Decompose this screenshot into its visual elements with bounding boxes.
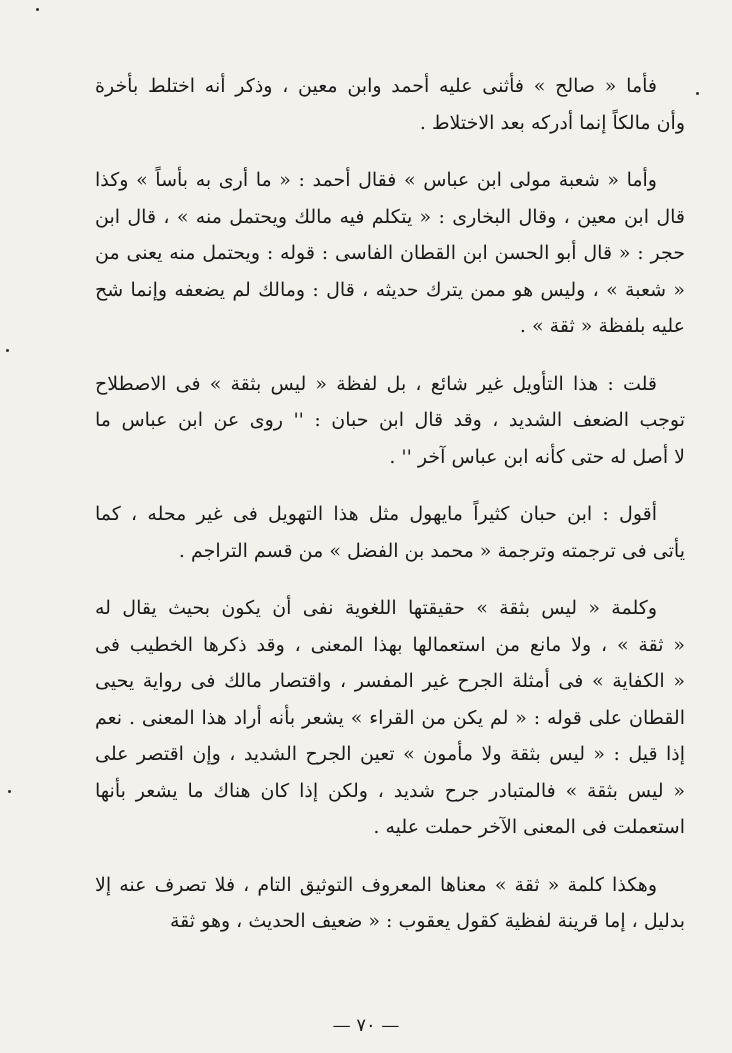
body-text (95, 68, 685, 961)
text-line: يأتى فى ترجمته وترجمة « محمد بن الفضل » من قسم التراجم . (178, 539, 685, 562)
text-line: « ثقة » ، ولا مانع من استعمالها بهذا المعنى ، وقد ذكرها الخطيب فى (95, 633, 685, 656)
paragraph (95, 68, 685, 141)
text-line: فأما « صالح » فأثنى عليه أحمد وابن معين ، وذكر أنه اختلط بأخرة (95, 75, 657, 97)
page-number: — ٧٠ — (332, 1015, 400, 1036)
text-line: « ليس بثقة » فالمتبادر جرح شديد ، ولكن إذا كان هناك ما يشعر بأنها (95, 779, 685, 802)
text-line: إذا قيل : « ليس بثقة ولا مأمون » تعين الجرح الشديد ، وإن اقتصر على (95, 743, 685, 765)
paragraph (95, 590, 685, 846)
text-line: قال ابن معين ، وقال البخارى : « يتكلم فيه مالك ويحتمل منه » ، قال ابن (95, 205, 685, 228)
text-line: عليه بلفظة « ثقة » . (519, 315, 685, 337)
text-line: بدليل ، إما قرينة لفظية كقول يعقوب : « ضعيف الحديث ، وهو ثقة (170, 910, 685, 932)
paragraph (95, 162, 685, 345)
text-line: قلت : هذا التأويل غير شائع ، بل لفظة « ليس بثقة » فى الاصطلاح (95, 372, 657, 395)
paragraph (95, 366, 685, 476)
page-speck (8, 790, 11, 793)
text-line: لا أصل له حتى كأنه ابن عباس آخر '' . (389, 445, 685, 468)
text-line: « الكفاية » فى أمثلة الجرح غير المفسر ، واقتصار مالك فى رواية يحيى (95, 670, 685, 692)
text-line: توجب الضعف الشديد ، وقد قال ابن حبان : '' روى عن ابن عباس ما (95, 409, 685, 431)
text-line: وأن مالكاً إنما أدركه بعد الاختلاط . (419, 111, 685, 134)
page-speck (696, 92, 699, 95)
text-line: القطان على قوله : « لم يكن من القراء » يشعر بأنه أراد هذا المعنى . نعم (95, 706, 685, 729)
text-line: حجر : « قال أبو الحسن ابن القطان الفاسى : قوله : ويحتمل منه يعنى من (95, 242, 685, 264)
paragraph (95, 867, 685, 940)
text-line: وأما « شعبة مولى ابن عباس » فقال أحمد : « ما أرى به بأساً » وكذا (95, 169, 657, 191)
text-line: أقول : ابن حبان كثيراً مايهول مثل هذا التهويل فى غير محله ، كما (95, 503, 657, 525)
text-line: استعملت فى المعنى الآخر حملت عليه . (373, 816, 685, 838)
paragraph (95, 496, 685, 569)
text-line: وكلمة « ليس بثقة » حقيقتها اللغوية نفى أن يكون بحيث يقال له (95, 597, 657, 619)
page-speck (6, 349, 9, 352)
text-line: وهكذا كلمة « ثقة » معناها المعروف التوثيق التام ، فلا تصرف عنه إلا (95, 873, 657, 896)
page-speck (36, 8, 39, 11)
text-line: « شعبة » ، وليس هو ممن يترك حديثه ، قال : ومالك لم يضعفه وإنما شح (95, 278, 685, 301)
